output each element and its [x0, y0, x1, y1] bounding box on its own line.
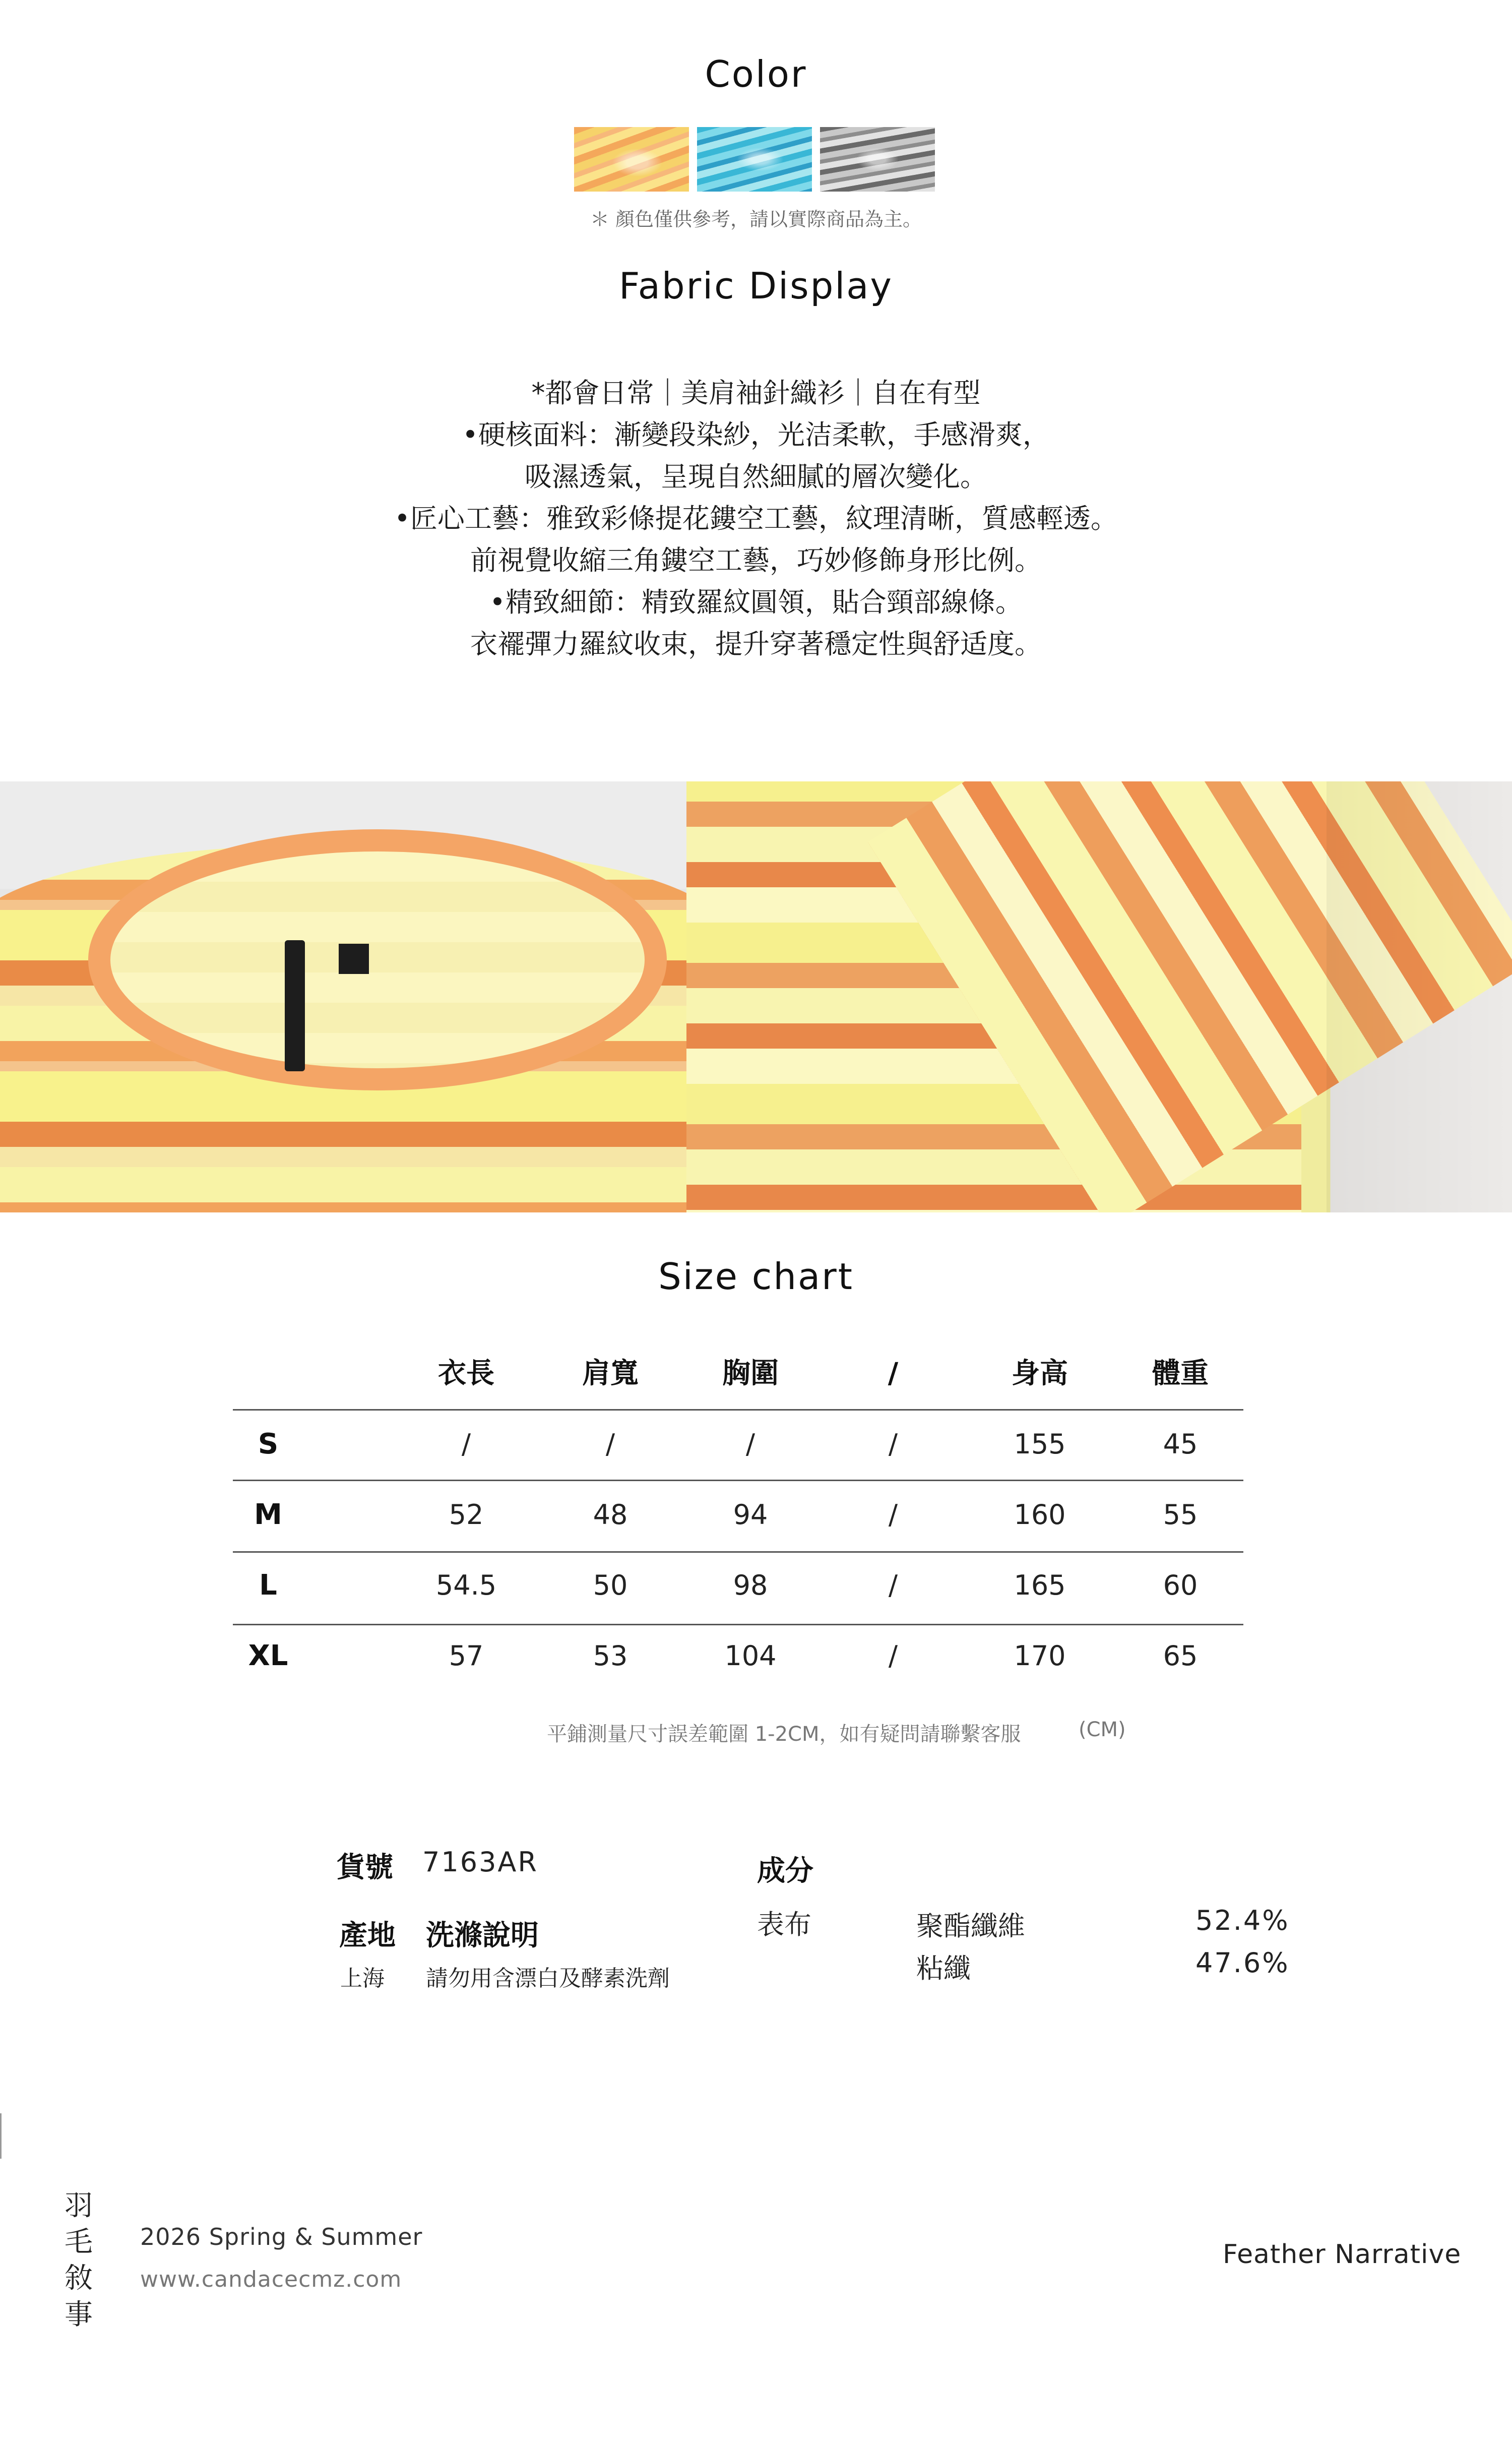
- fabric-line: *都會日常｜美肩袖針織衫｜自在有型: [531, 377, 981, 409]
- cell: 57: [449, 1640, 484, 1672]
- size-label-l: L: [259, 1569, 277, 1602]
- header-slash: /: [888, 1357, 899, 1390]
- material-name: 粘纖: [916, 1952, 971, 1984]
- fabric-part: 表布: [757, 1909, 811, 1940]
- collar-detail-photo: [0, 781, 686, 1212]
- cell: /: [745, 1428, 755, 1460]
- fabric-line: •硬核面料：漸變段染紗，光洁柔軟，手感滑爽，: [462, 419, 1050, 451]
- footer-url[interactable]: www.candacecmz.com: [140, 2267, 402, 2292]
- fabric-line: 衣襬彈力羅紋收束，提升穿著穩定性與舒适度。: [470, 628, 1042, 660]
- material-name: 聚酯纖維: [916, 1910, 1025, 1942]
- fabric-line: •精致細節：精致羅紋圓領，貼合頸部線條。: [489, 586, 1023, 618]
- size-chart-title: Size chart: [658, 1255, 854, 1298]
- cell: 155: [1014, 1428, 1066, 1460]
- size-label-xl: XL: [248, 1639, 288, 1672]
- cell: /: [888, 1428, 898, 1460]
- color-title: Color: [705, 53, 807, 95]
- material-percent: 52.4%: [1195, 1905, 1290, 1936]
- header-weight: 體重: [1152, 1357, 1209, 1390]
- swatch-gray[interactable]: [820, 127, 935, 192]
- brand-vertical: 羽毛敘事: [65, 2189, 93, 2331]
- cell: 55: [1163, 1499, 1198, 1531]
- cell: 98: [733, 1569, 768, 1601]
- cell: /: [888, 1640, 898, 1672]
- fabric-line: 前視覺收縮三角鏤空工藝，巧妙修飾身形比例。: [470, 544, 1042, 576]
- swatch-aqua-blue[interactable]: [697, 127, 812, 192]
- cell: /: [461, 1428, 471, 1460]
- product-photos: [0, 781, 1512, 1212]
- cell: 160: [1014, 1499, 1066, 1531]
- wash-label: 洗滌說明: [426, 1919, 539, 1952]
- header-chest: 胸圍: [722, 1357, 779, 1390]
- size-table-header: [233, 1338, 1243, 1409]
- size-label: [339, 944, 369, 974]
- cell: 48: [593, 1499, 628, 1531]
- header-shoulder: 肩寬: [582, 1357, 639, 1390]
- cell: 94: [733, 1499, 768, 1531]
- cell: 170: [1014, 1640, 1066, 1672]
- table-row: [233, 1409, 1243, 1480]
- fabric-description: [0, 372, 1512, 665]
- cell: 60: [1163, 1569, 1198, 1601]
- cell: 53: [593, 1640, 628, 1672]
- color-note: ＊ 顏色僅供參考，請以實際商品為主。: [590, 208, 922, 230]
- cell: 50: [593, 1569, 628, 1601]
- origin-label: 產地: [339, 1919, 396, 1952]
- footer-season: 2026 Spring & Summer: [140, 2223, 423, 2250]
- composition-label: 成分: [757, 1855, 813, 1887]
- fabric-line: •匠心工藝：雅致彩條提花鏤空工藝，紋理清晰，質感輕透。: [394, 503, 1118, 534]
- cell: 45: [1163, 1428, 1198, 1460]
- fabric-title: Fabric Display: [618, 265, 894, 307]
- size-table: [233, 1338, 1243, 1691]
- wash-value: 請勿用含漂白及酵素洗劑: [426, 1966, 670, 1991]
- size-unit: (CM): [1079, 1718, 1126, 1741]
- size-label-s: S: [258, 1428, 279, 1460]
- cell: 104: [724, 1640, 777, 1672]
- edge-marker: [0, 2113, 2, 2159]
- origin-value: 上海: [340, 1966, 385, 1991]
- cell: 165: [1014, 1569, 1066, 1601]
- table-row: [233, 1621, 1243, 1691]
- table-row: [233, 1550, 1243, 1621]
- swatch-orange-yellow[interactable]: [574, 127, 689, 192]
- item-number: 7163AR: [422, 1846, 538, 1878]
- item-number-label: 貨號: [337, 1851, 393, 1884]
- cell: 65: [1163, 1640, 1198, 1672]
- footer-tagline: Feather Narrative: [1223, 2239, 1462, 2270]
- fabric-line: 吸濕透氣，呈現自然細膩的層次變化。: [525, 461, 987, 493]
- sleeve-detail-photo: [686, 781, 1512, 1212]
- size-note: 平鋪測量尺寸誤差範圍 1-2CM，如有疑問請聯繫客服: [547, 1723, 1021, 1746]
- header-height: 身高: [1012, 1357, 1068, 1390]
- cell: /: [888, 1569, 898, 1601]
- cell: /: [888, 1499, 898, 1531]
- material-percent: 47.6%: [1195, 1947, 1290, 1979]
- size-label-m: M: [254, 1498, 282, 1531]
- cell: /: [605, 1428, 615, 1460]
- table-row: [233, 1480, 1243, 1550]
- color-swatches: [574, 127, 935, 192]
- header-length: 衣長: [438, 1357, 494, 1390]
- brand-label: [285, 940, 305, 1071]
- cell: 52: [449, 1499, 484, 1531]
- cell: 54.5: [435, 1569, 497, 1601]
